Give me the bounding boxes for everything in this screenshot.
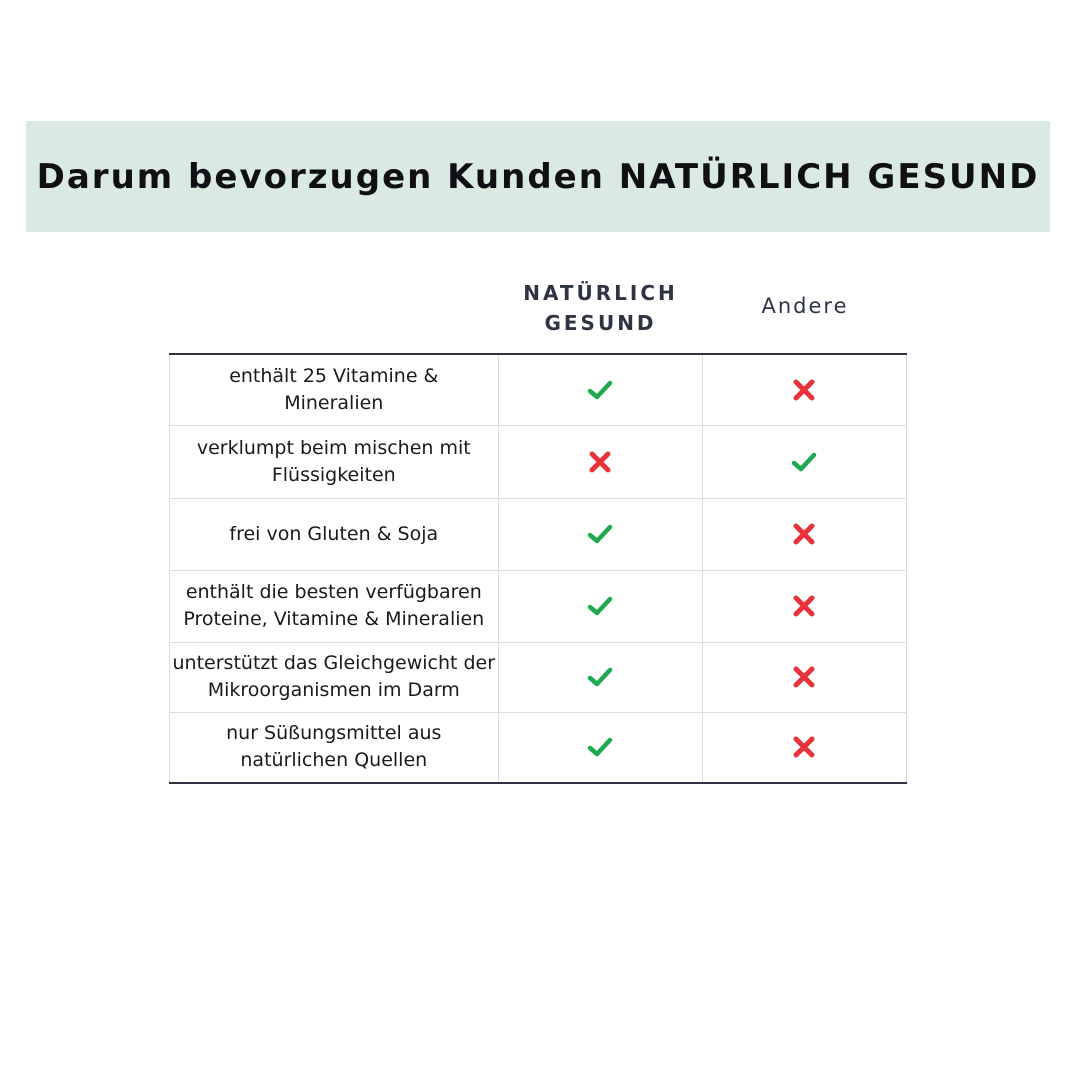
check-icon [586,520,614,548]
cross-icon [790,663,818,691]
check-icon [586,592,614,620]
table-row [170,712,907,783]
table-row [170,642,907,712]
column-header-brand-line2: GESUND [544,311,657,335]
feature-label: verklumpt beim mischen mit Flüssigkeiten [196,436,471,486]
feature-label: unterstützt das Gleichgewicht der Mikroorganismen im Darm [172,652,496,701]
table-row [170,425,907,498]
table-row [170,570,907,642]
check-icon [586,663,614,691]
cross-icon [790,520,818,548]
check-icon [586,733,614,761]
table-row [170,354,907,425]
feature-label: nur Süßungsmittel aus natürlichen Quellen [226,722,442,772]
feature-label: enthält die besten verfügbaren Proteine, Vitamine & Mineralien [183,581,485,630]
feature-label: enthält 25 Vitamine & Mineralien [229,364,439,414]
page-title: Darum bevorzugen Kunden NATÜRLICH GESUND [36,156,1040,197]
title-banner [26,121,1050,232]
cross-icon [790,376,818,404]
column-header-brand [498,278,703,338]
feature-label: frei von Gluten & Soja [229,522,439,545]
cross-icon [790,733,818,761]
table-row [170,498,907,570]
cross-icon [790,592,818,620]
cross-icon [586,448,614,476]
comparison-table [169,353,907,784]
check-icon [586,376,614,404]
column-header-brand-line1: NATÜRLICH [523,281,678,305]
column-header-other: Andere [761,294,849,318]
check-icon [790,448,818,476]
